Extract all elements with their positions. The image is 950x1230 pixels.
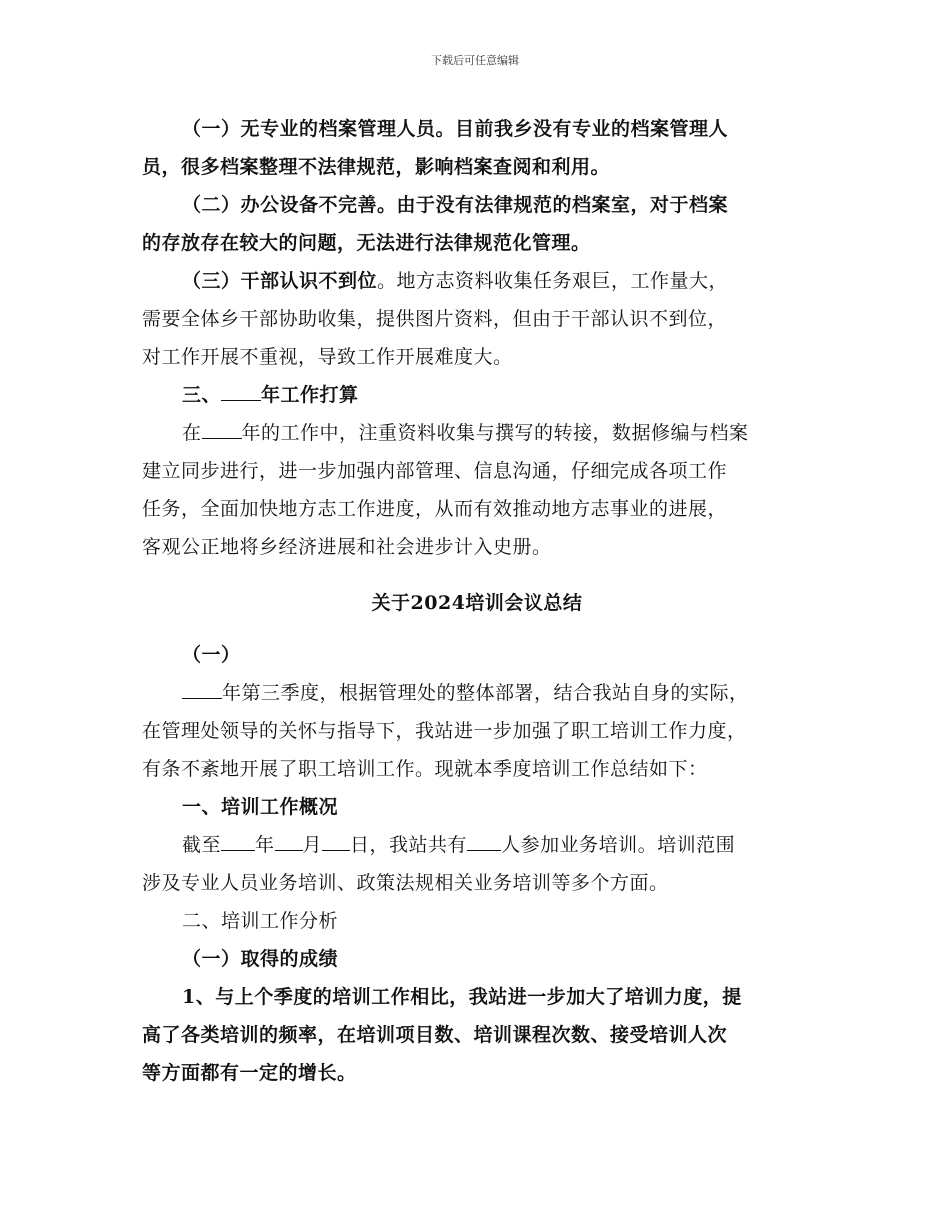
line-text: 年的工作中，注重资料收集与撰写的转接，数据修编与档案 bbox=[241, 422, 749, 444]
paragraph-line bbox=[142, 674, 812, 712]
section-heading: 二、培训工作分析 bbox=[182, 910, 339, 932]
blank-underline bbox=[275, 830, 303, 851]
paragraph-line: 有条不紊地开展了职工培训工作。现就本季度培训工作总结如下： bbox=[142, 758, 708, 780]
section-heading: 一、培训工作概况 bbox=[182, 796, 339, 818]
paragraph-line: 建立同步进行，进一步加强内部管理、信息沟通，仔细完成各项工作 bbox=[142, 460, 728, 482]
heading-prefix: 三、 bbox=[182, 384, 222, 406]
paragraph-line: 1、与上个季度的培训工作相比，我站进一步加大了培训力度，提 bbox=[182, 986, 742, 1008]
paragraph-line: 在管理处领导的关怀与指导下，我站进一步加强了职工培训工作力度， bbox=[142, 720, 747, 742]
paragraph-line: 客观公正地将乡经济进展和社会进步计入史册。 bbox=[142, 536, 552, 558]
paragraph-line: 对工作开展不重视，导致工作开展难度大。 bbox=[142, 346, 513, 368]
paragraph-line: 等方面都有一定的增长。 bbox=[142, 1062, 357, 1084]
bold-lead: （三）干部认识不到位 bbox=[182, 270, 378, 292]
heading-suffix: 年工作打算 bbox=[261, 384, 359, 406]
paragraph-line: 需要全体乡干部协助收集，提供图片资料，但由于干部认识不到位， bbox=[142, 308, 728, 330]
line-text: 月 bbox=[302, 834, 323, 856]
line-text: 在 bbox=[182, 422, 202, 444]
line-text: 年第三季度，根据管理处的整体部署，结合我站自身的实际， bbox=[222, 682, 749, 704]
line-text: 日，我站共有 bbox=[350, 834, 468, 856]
blank-underline bbox=[221, 830, 255, 851]
paragraph-line: 的存放存在较大的问题，无法进行法律规范化管理。 bbox=[142, 232, 591, 254]
paragraph-line: 涉及专业人员业务培训、政策法规相关业务培训等多个方面。 bbox=[142, 872, 669, 894]
paragraph-line: （一）无专业的档案管理人员。目前我乡没有专业的档案管理人 bbox=[182, 118, 729, 140]
paragraph-line: 员，很多档案整理不法律规范，影响档案查阅和利用。 bbox=[142, 156, 611, 178]
page-header: 下载后可任意编辑 bbox=[431, 54, 519, 67]
document-body bbox=[142, 110, 812, 1092]
paragraph-line bbox=[142, 262, 812, 300]
sub-heading: （一）取得的成绩 bbox=[182, 948, 339, 970]
section-heading bbox=[142, 376, 812, 414]
document-title: 关于2024培训会议总结 bbox=[371, 592, 583, 614]
blank-underline bbox=[221, 380, 261, 401]
paragraph-line bbox=[142, 414, 812, 452]
paragraph-line: 高了各类培训的频率，在培训项目数、培训课程次数、接受培训人次 bbox=[142, 1024, 728, 1046]
paragraph-line: 任务，全面加快地方志工作进度，从而有效推动地方志事业的进展， bbox=[142, 498, 728, 520]
paragraph-line: （二）办公设备不完善。由于没有法律规范的档案室，对于档案 bbox=[182, 194, 729, 216]
line-text: 年 bbox=[255, 834, 275, 856]
blank-underline bbox=[182, 678, 222, 699]
blank-underline bbox=[467, 830, 501, 851]
line-text: 截至 bbox=[182, 834, 222, 856]
line-text: 人参加业务培训。培训范围 bbox=[501, 834, 736, 856]
blank-underline bbox=[322, 830, 350, 851]
paragraph-line bbox=[142, 826, 812, 864]
sub-heading: （一） bbox=[182, 644, 241, 666]
line-text: 。地方志资料收集任务艰巨，工作量大， bbox=[377, 270, 729, 292]
blank-underline bbox=[202, 418, 242, 439]
